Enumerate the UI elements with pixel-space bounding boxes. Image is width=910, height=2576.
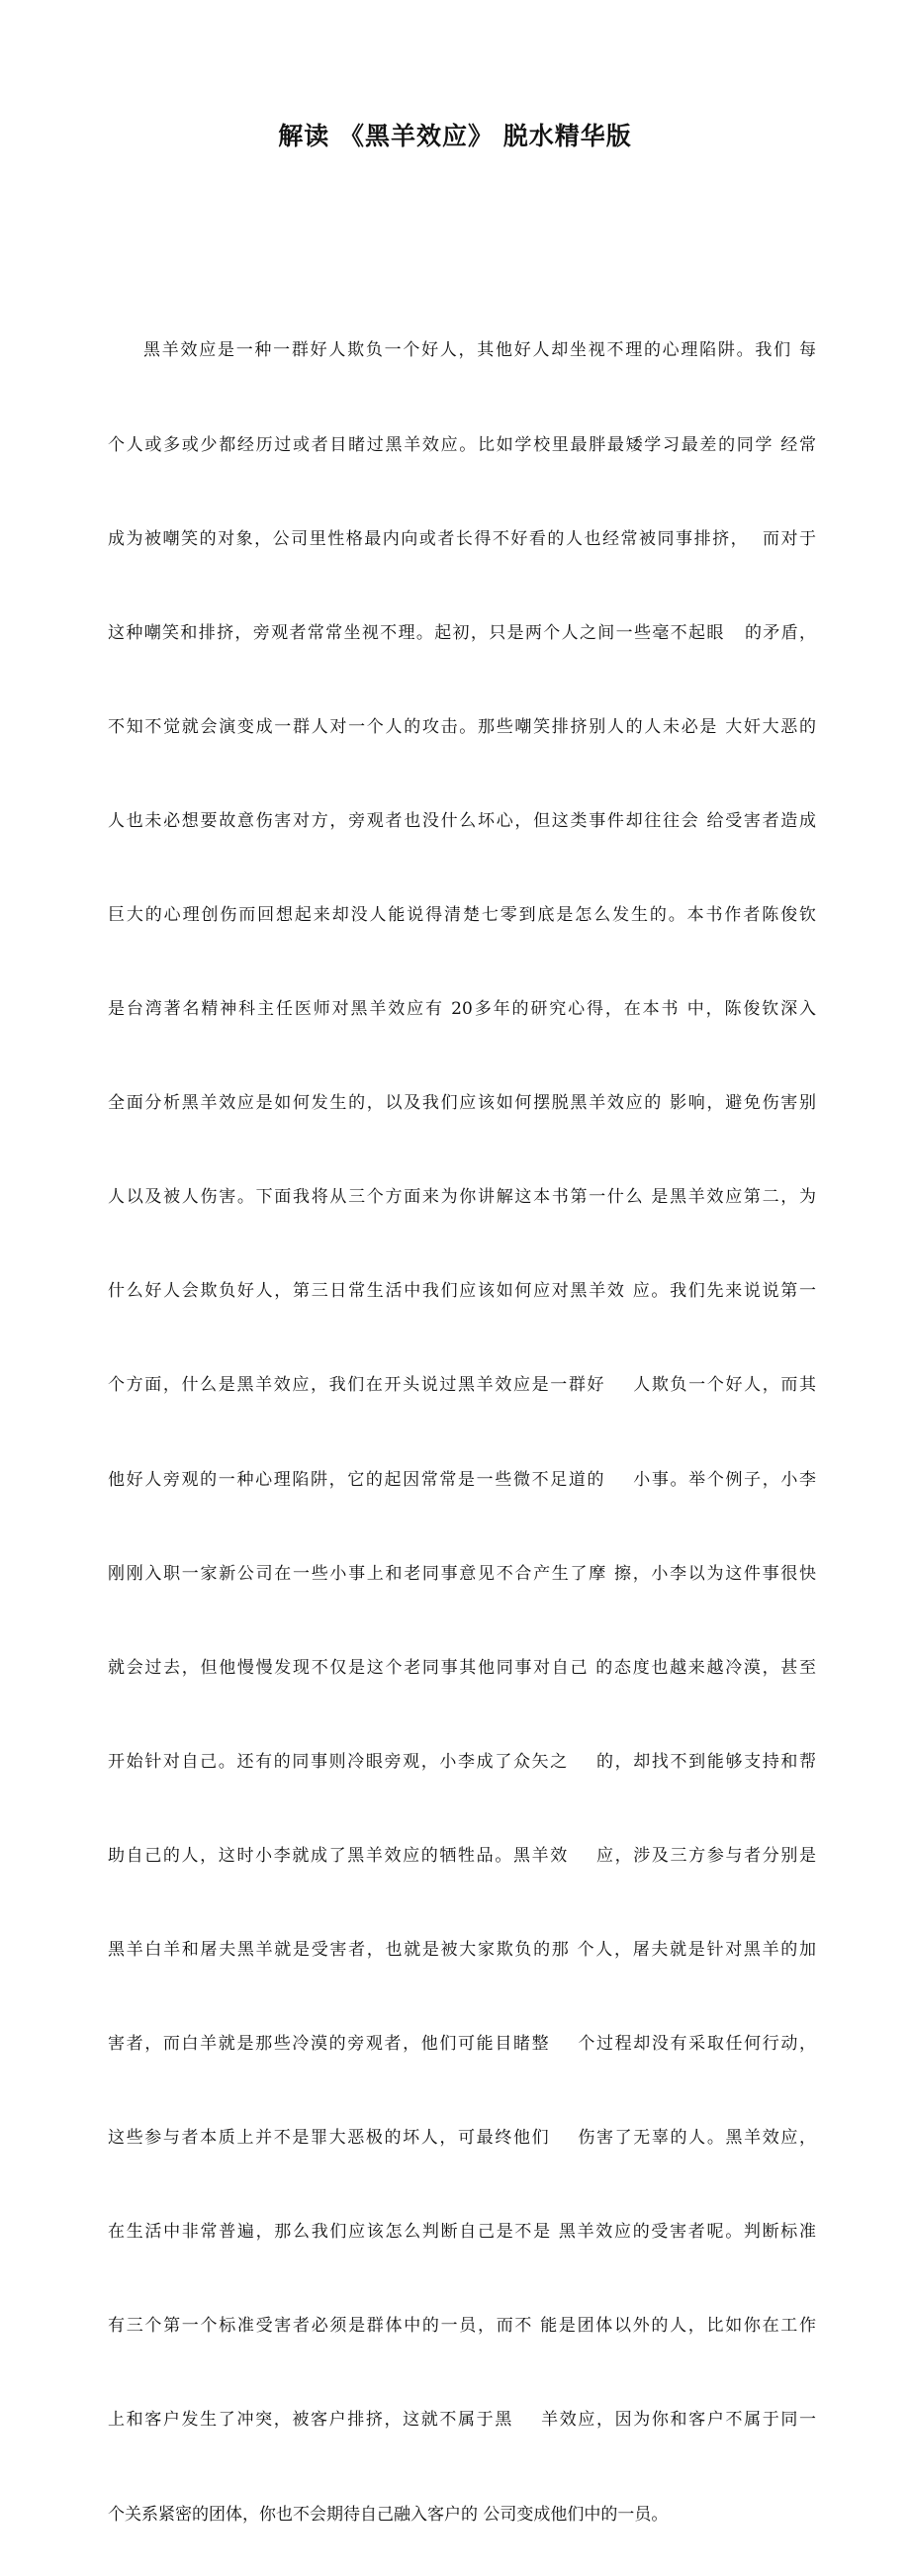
paragraph-line: 在生活中非常普遍，那么我们应该怎么判断自己是不是 黑羊效应的受害者呢。判断标准 — [108, 2222, 816, 2243]
paragraph-line: 上和客户发生了冲突，被客户排挤，这就不属于黑 羊效应，因为你和客户不属于同一 — [108, 2410, 816, 2431]
paragraph-line: 巨大的心理创伤而回想起来却没人能说得清楚七零到底是怎么发生的。本书作者陈俊钦 — [108, 904, 816, 925]
paragraph-line: 这些参与者本质上并不是罪大恶极的坏人，可最终他们 伤害了无辜的人。黑羊效应， — [108, 2128, 816, 2149]
paragraph-line: 助自己的人，这时小李就成了黑羊效应的牺牲品。黑羊效 应，涉及三方参与者分别是 — [108, 1845, 816, 1866]
paragraph-line: 害者，而白羊就是那些冷漠的旁观者，他们可能目睹整 个过程却没有采取任何行动， — [108, 2034, 816, 2055]
paragraph-line: 个关系紧密的团体，你也不会期待自己融入客户的 公司变成他们中的一员。 — [108, 2504, 669, 2525]
paragraph-line: 成为被嘲笑的对象，公司里性格最内向或者长得不好看的人也经常被同事排挤， 而对于 — [108, 528, 816, 549]
paragraph-line: 开始针对自己。还有的同事则冷眼旁观，小李成了众矢之 的，却找不到能够支持和帮 — [108, 1751, 816, 1772]
paragraph-line: 是台湾著名精神科主任医师对黑羊效应有 20多年的研究心得，在本书 中，陈俊钦深入 — [108, 999, 816, 1020]
paragraph-line: 黑羊白羊和屠夫黑羊就是受害者，也就是被大家欺负的那 个人，屠夫就是针对黑羊的加 — [108, 1940, 816, 1960]
body-paragraph — [108, 273, 816, 2576]
document-title: 解读 《黑羊效应》 脱水精华版 — [278, 122, 632, 150]
paragraph-line: 个方面，什么是黑羊效应，我们在开头说过黑羊效应是一群好 人欺负一个好人，而其 — [108, 1375, 816, 1396]
paragraph-line: 黑羊效应是一种一群好人欺负一个好人，其他好人却坐视不理的心理陷阱。我们 每 — [143, 340, 816, 361]
paragraph-line: 这种嘲笑和排挤，旁观者常常坐视不理。起初，只是两个人之间一些毫不起眼 的矛盾， — [108, 622, 816, 643]
paragraph-line: 什么好人会欺负好人，第三日常生活中我们应该如何应对黑羊效 应。我们先来说说第一 — [108, 1281, 816, 1302]
paragraph-line: 他好人旁观的一种心理陷阱，它的起因常常是一些微不足道的 小事。举个例子，小李 — [108, 1469, 816, 1490]
paragraph-line: 人也未必想要故意伤害对方，旁观者也没什么坏心，但这类事件却往往会 给受害者造成 — [108, 810, 816, 831]
paragraph-line: 个人或多或少都经历过或者目睹过黑羊效应。比如学校里最胖最矮学习最差的同学 经常 — [108, 434, 816, 455]
paragraph-line: 刚刚入职一家新公司在一些小事上和老同事意见不合产生了摩 擦，小李以为这件事很快 — [108, 1563, 816, 1584]
paragraph-line: 全面分析黑羊效应是如何发生的，以及我们应该如何摆脱黑羊效应的 影响，避免伤害别 — [108, 1093, 816, 1114]
paragraph-line: 就会过去，但他慢慢发现不仅是这个老同事其他同事对自己 的态度也越来越冷漠，甚至 — [108, 1657, 816, 1678]
paragraph-line: 有三个第一个标准受害者必须是群体中的一员，而不 能是团体以外的人，比如你在工作 — [108, 2316, 816, 2337]
paragraph-line: 人以及被人伤害。下面我将从三个方面来为你讲解这本书第一什么 是黑羊效应第二，为 — [108, 1187, 816, 1208]
paragraph-line: 不知不觉就会演变成一群人对一个人的攻击。那些嘲笑排挤别人的人未必是 大奸大恶的 — [108, 716, 816, 737]
